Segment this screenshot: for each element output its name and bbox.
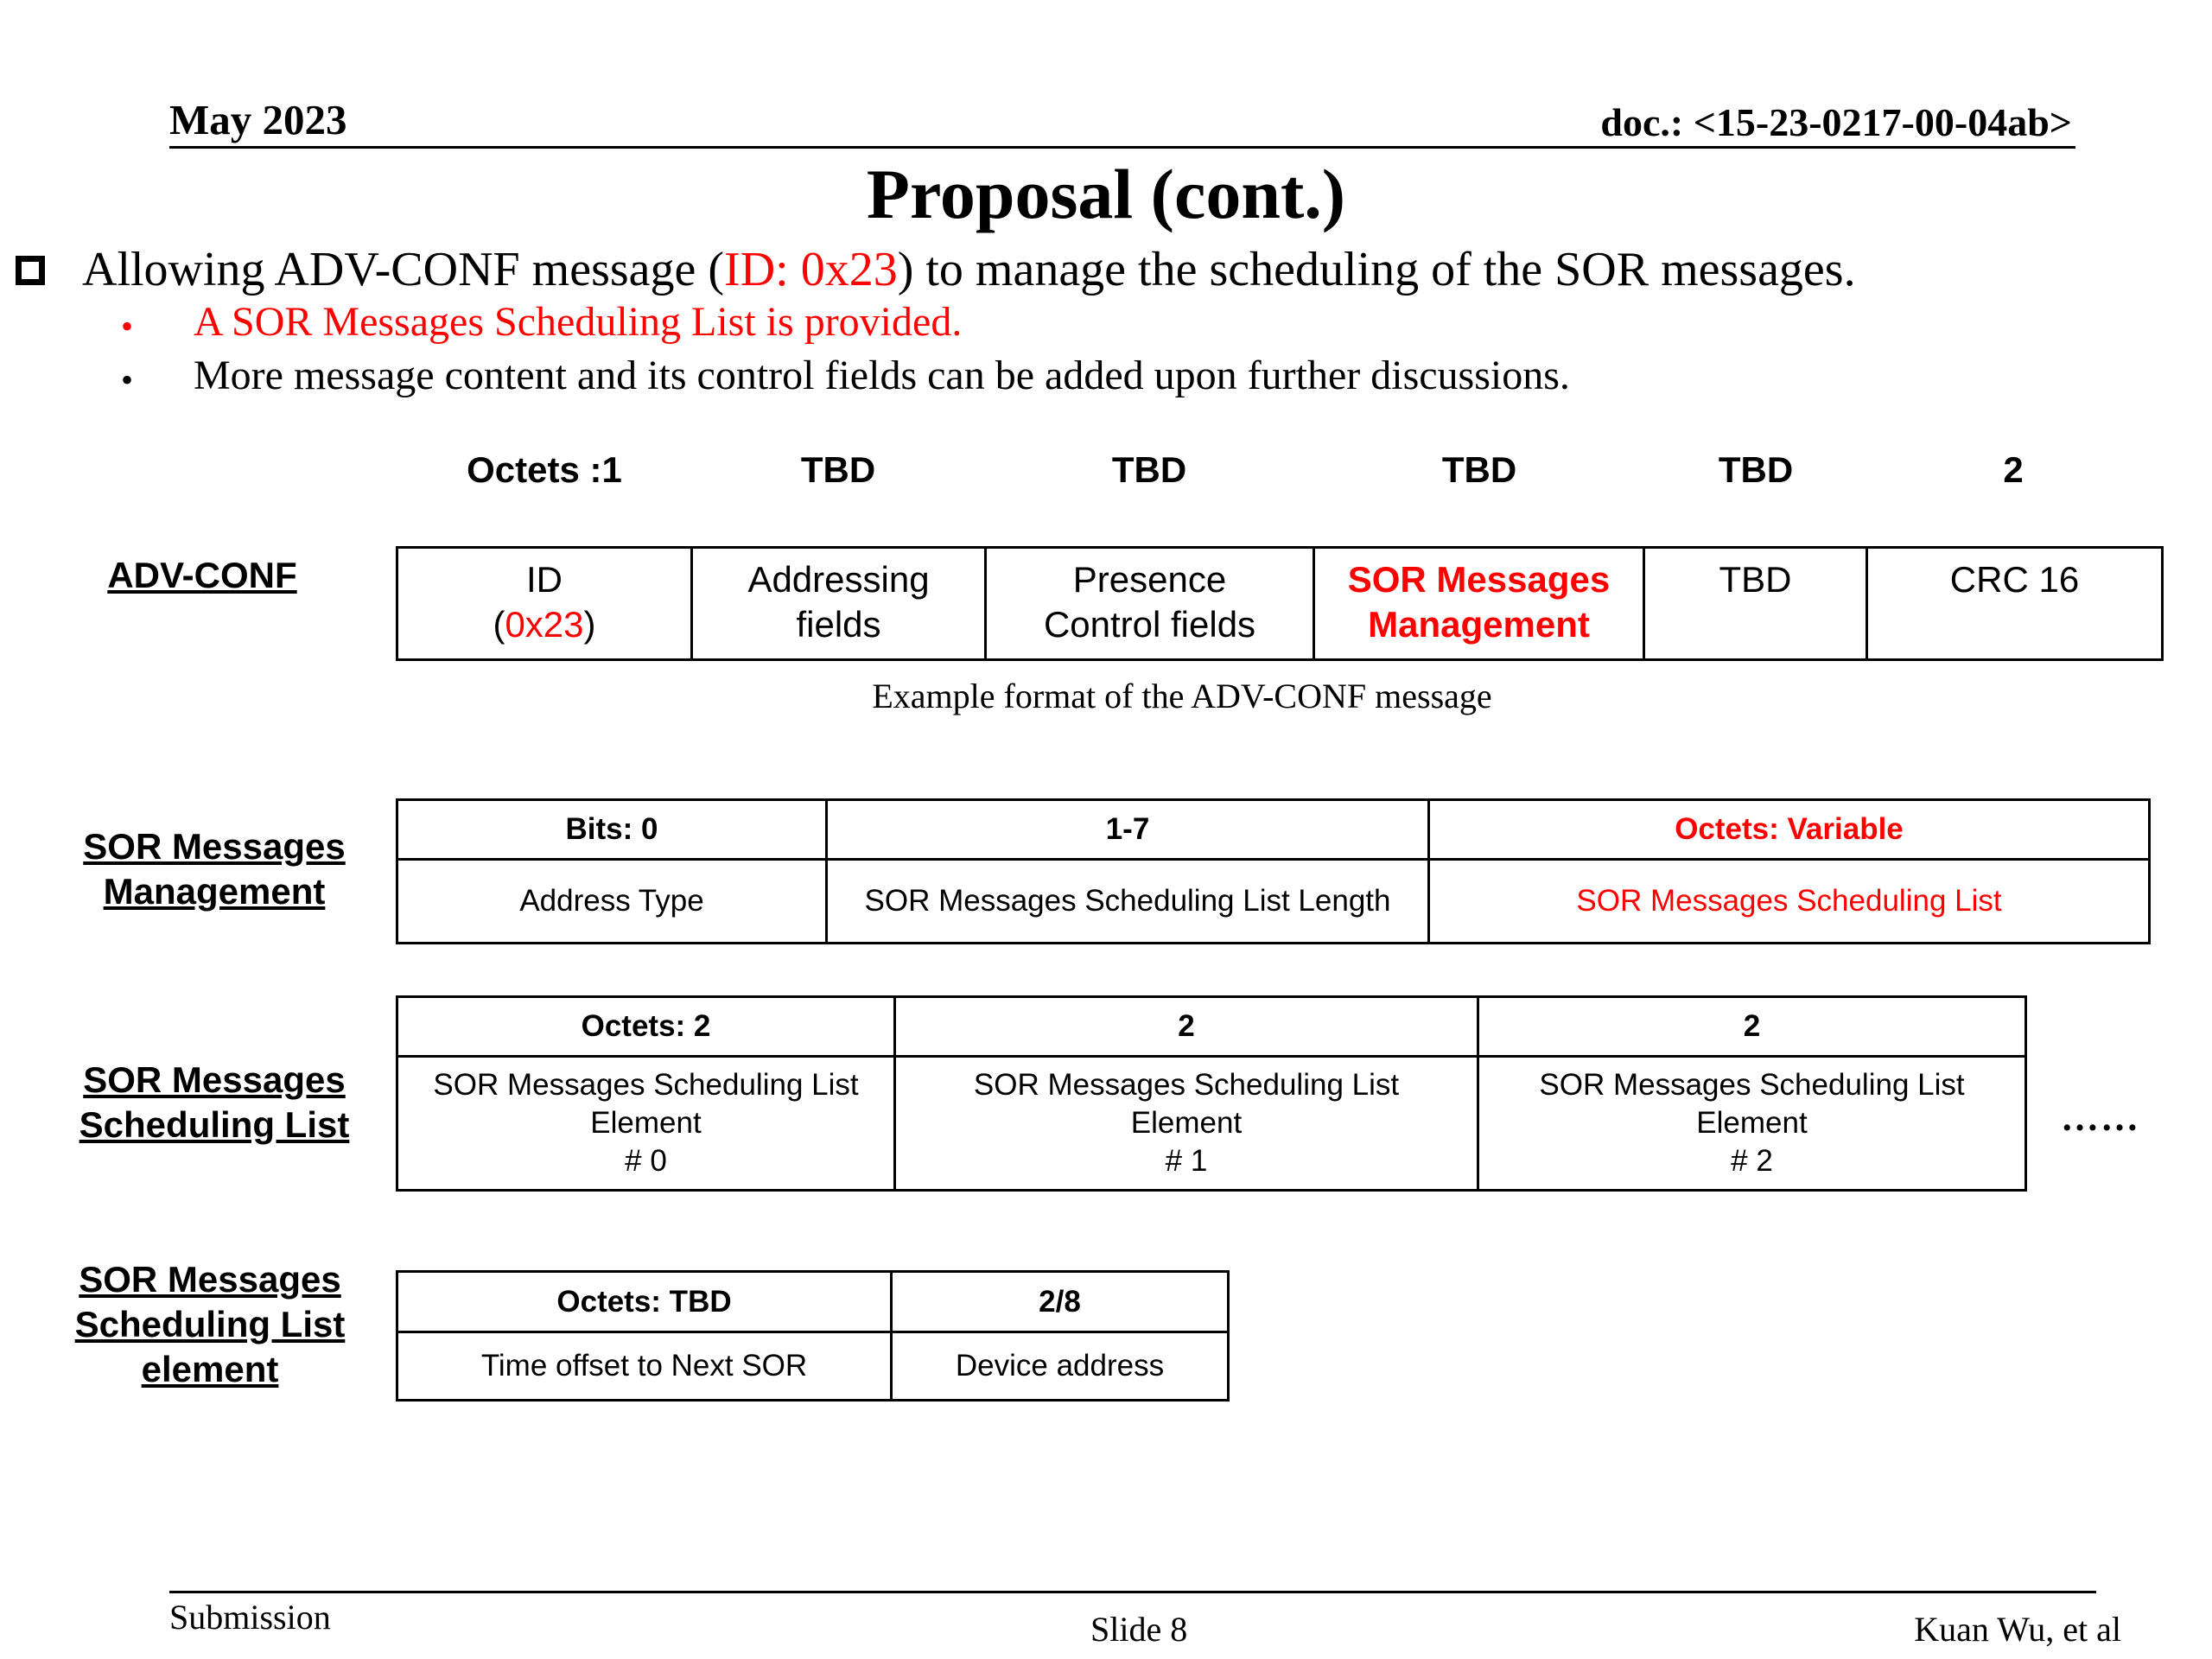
- adv-octet-header: TBD: [800, 449, 876, 490]
- header-rule: [169, 146, 2075, 149]
- sched-list-label: SOR Messages Scheduling List: [79, 1059, 350, 1145]
- adv-sor-mgmt-cell: SOR Messages Management: [1314, 548, 1644, 660]
- header-date: May 2023: [169, 96, 347, 143]
- adv-conf-caption: Example format of the ADV-CONF message: [872, 677, 1492, 715]
- sub-bullet-marker: •: [121, 307, 134, 346]
- sched-elem-table: [396, 1270, 1230, 1402]
- adv-id-cell: ID (0x23): [397, 548, 692, 660]
- adv-conf-table: [396, 546, 2164, 661]
- page-title: Proposal (cont.): [866, 155, 1346, 233]
- sched-elem-label: SOR Messages Scheduling List element: [74, 1259, 346, 1389]
- adv-octet-header: TBD: [1718, 449, 1794, 490]
- adv-octet-header: Octets :1: [467, 449, 622, 490]
- sched-list-header: 2: [1478, 997, 2026, 1057]
- sor-mgmt-cell: Address Type: [397, 860, 827, 944]
- sched-elem-cell: Device address: [892, 1332, 1229, 1401]
- adv-tbd-cell: TBD: [1644, 548, 1867, 660]
- footer-submission: Submission: [169, 1598, 331, 1637]
- sched-list-header: Octets: 2: [397, 997, 895, 1057]
- sub-bullet-2: More message content and its control fields can be added upon further discussions.: [194, 353, 1570, 398]
- sched-elem-header: Octets: TBD: [397, 1272, 892, 1332]
- sched-elem-header: 2/8: [892, 1272, 1229, 1332]
- sor-mgmt-table: [396, 798, 2151, 944]
- adv-octet-header: TBD: [1441, 449, 1517, 490]
- sor-mgmt-header: Bits: 0: [397, 800, 827, 860]
- sub-bullet-marker: •: [121, 360, 134, 399]
- footer-slide-number: Slide 8: [1090, 1610, 1188, 1649]
- sched-list-element-2: SOR Messages Scheduling List Element # 2: [1478, 1057, 2026, 1191]
- main-bullet-id: ID: 0x23: [724, 243, 898, 296]
- sched-list-element-0: SOR Messages Scheduling List Element # 0: [397, 1057, 895, 1191]
- sched-list-header: 2: [895, 997, 1478, 1057]
- sor-mgmt-header: Octets: Variable: [1429, 800, 2150, 860]
- header-doc-id: doc.: <15-23-0217-00-04ab>: [1600, 100, 2072, 144]
- square-bullet-icon: [16, 256, 45, 285]
- adv-octet-header: TBD: [1111, 449, 1187, 490]
- sub-bullet-1: A SOR Messages Scheduling List is provided.: [194, 299, 963, 345]
- footer-rule: [169, 1591, 2096, 1593]
- sched-list-element-1: SOR Messages Scheduling List Element # 1: [895, 1057, 1478, 1191]
- sor-mgmt-cell: SOR Messages Scheduling List: [1429, 860, 2150, 944]
- ellipsis: ……: [2061, 1096, 2140, 1139]
- sched-list-table: [396, 995, 2027, 1192]
- sor-mgmt-label: SOR Messages Management: [83, 826, 346, 912]
- sor-mgmt-cell: SOR Messages Scheduling List Length: [827, 860, 1429, 944]
- adv-crc-cell: CRC 16: [1867, 548, 2163, 660]
- adv-conf-label: ADV-CONF: [107, 555, 297, 595]
- sor-mgmt-header: 1-7: [827, 800, 1429, 860]
- footer-author: Kuan Wu, et al: [1914, 1610, 2121, 1649]
- sched-elem-cell: Time offset to Next SOR: [397, 1332, 892, 1401]
- adv-presence-cell: Presence Control fields: [986, 548, 1314, 660]
- main-bullet-text: Allowing ADV-CONF message (ID: 0x23) to manage the scheduling of the SOR messages.: [82, 243, 1856, 296]
- adv-octet-header: 2: [2003, 449, 2024, 490]
- adv-addressing-cell: Addressing fields: [692, 548, 986, 660]
